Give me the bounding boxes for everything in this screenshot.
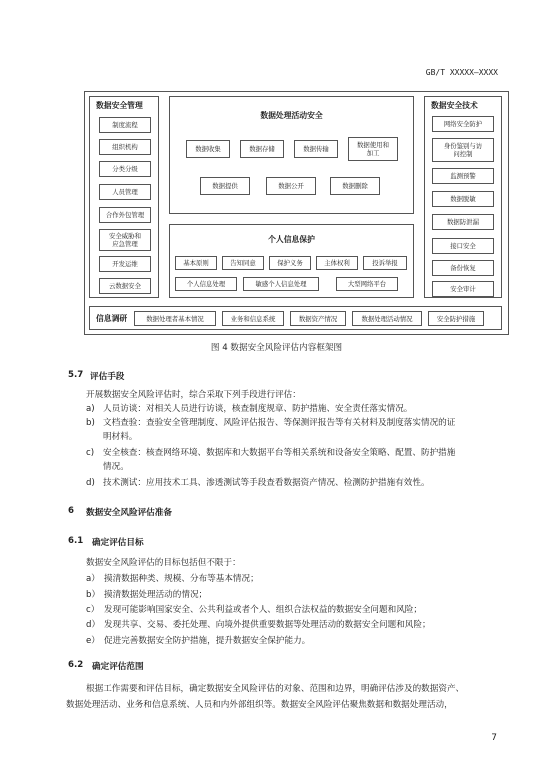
info-survey-bar [89,306,502,330]
survey-item: 数据处理活动情况 [352,311,422,326]
right-item: 备份恢复 [432,260,494,276]
list-item: 发现可能影响国家安全、公共利益或者个人、组织合法权益的数据安全问题和风险； [104,605,422,615]
right-item: 数据脱敏 [432,191,494,207]
activity-item: 数据提供 [200,177,250,195]
list-item: 安全核查：核查网络环境、数据库和大数据平台等相关系统和设备安全策略、配置、防护措施 [103,448,456,458]
standard-number: GB/T XXXXX—XXXX [425,68,498,77]
paragraph: 根据工作需要和评估目标，确定数据安全风险评估的对象、范围和边界，明确评估涉及的数据资产、 [86,684,465,694]
section-title: 确定评估范围 [92,662,144,672]
paragraph: 开展数据安全风险评估时，综合采取下列手段进行评估： [86,390,301,400]
list-marker: c) [86,448,95,458]
left-item: 分类分级 [99,161,151,177]
activity-item: 数据存储 [240,140,284,158]
list-marker: a） [86,574,100,584]
list-item: 摸清数据种类、规模、分布等基本情况； [104,574,259,584]
activity-item: 数据使用和加工 [348,137,398,161]
list-item: 促进完善数据安全防护措施，提升数据安全保护能力。 [104,636,311,646]
paragraph: 数据安全风险评估的目标包括但不限于： [86,558,241,568]
left-panel-title: 数据安全管理 [96,101,143,110]
right-item: 网络安全防护 [432,116,494,132]
list-item: 摸清数据处理活动的情况； [104,590,208,600]
page-number: 7 [491,733,497,743]
right-item: 监测预警 [432,168,494,184]
right-item: 数据防泄漏 [432,214,494,230]
left-item: 人员管理 [99,184,151,200]
personal-info-panel [169,224,414,298]
list-marker: b) [86,418,95,428]
pi-item: 大型网络平台 [336,277,398,291]
right-item: 安全审计 [432,281,494,297]
left-item: 开发运维 [99,256,151,272]
survey-item: 数据处理者基本情况 [134,311,216,326]
left-panel [89,96,159,298]
personal-info-title: 个人信息保护 [268,235,315,244]
survey-item: 业务和信息系统 [222,311,284,326]
list-item: 文档查验：查验安全管理制度、风险评估报告、等保测评报告等有关材料及制度落实情况的证 [103,418,456,428]
section-title: 数据安全风险评估准备 [86,508,172,518]
section-title: 确定评估目标 [92,538,144,548]
list-marker: d) [86,478,95,488]
list-item: 技术测试：应用技术工具、渗透测试等手段查看数据资产情况、检测防护措施有效性。 [103,478,430,488]
list-item-continuation: 情况。 [103,462,129,472]
right-panel [424,96,502,298]
section-number: 6.2 [68,660,84,670]
list-item-continuation: 明材料。 [103,432,138,442]
list-marker: d） [86,620,101,630]
left-item: 制度流程 [99,117,151,133]
activity-item: 数据收集 [186,140,230,158]
activity-item: 数据传输 [294,140,338,158]
pi-item: 基本原则 [175,256,217,270]
framework-diagram [84,91,509,335]
activity-item: 数据删除 [330,177,380,195]
list-marker: a) [86,404,95,414]
paragraph-continuation: 数据处理活动、业务和信息系统、人员和内外部组织等。数据安全风险评估聚焦数据和数据处理活动， [66,700,453,710]
pi-item: 敏感个人信息处理 [243,277,319,291]
info-survey-title: 信息调研 [96,314,128,323]
section-number: 6 [68,506,74,516]
left-item: 组织机构 [99,139,151,155]
left-item: 安全威胁和应急管理 [99,229,151,251]
left-item: 合作外包管理 [99,207,151,223]
processing-activity-panel [169,96,414,214]
list-item: 人员访谈：对相关人员进行访谈，核查制度规章、防护措施、安全责任落实情况。 [103,404,413,414]
section-number: 5.7 [68,370,84,380]
activity-item: 数据公开 [266,177,316,195]
right-item: 接口安全 [432,238,494,254]
survey-item: 数据资产情况 [290,311,346,326]
pi-item: 告知同意 [222,256,264,270]
left-item: 云数据安全 [99,278,151,294]
section-number: 6.1 [68,536,84,546]
section-title: 评估手段 [90,372,125,382]
list-item: 发现共享、交易、委托处理、向境外提供重要数据等处理活动的数据安全问题和风险； [104,620,431,630]
right-panel-title: 数据安全技术 [431,101,478,110]
pi-item: 主体权利 [316,256,358,270]
figure-caption: 图 4 数据安全风险评估内容框架图 [210,343,343,353]
list-marker: b） [86,590,101,600]
pi-item: 个人信息处理 [175,277,237,291]
processing-activity-title: 数据处理活动安全 [260,111,323,120]
pi-item: 投诉举报 [363,256,407,270]
list-marker: e） [86,636,100,646]
survey-item: 安全防护措施 [428,311,484,326]
right-item: 身份鉴别与访问控制 [432,138,494,162]
list-marker: c） [86,605,100,615]
pi-item: 保护义务 [269,256,311,270]
